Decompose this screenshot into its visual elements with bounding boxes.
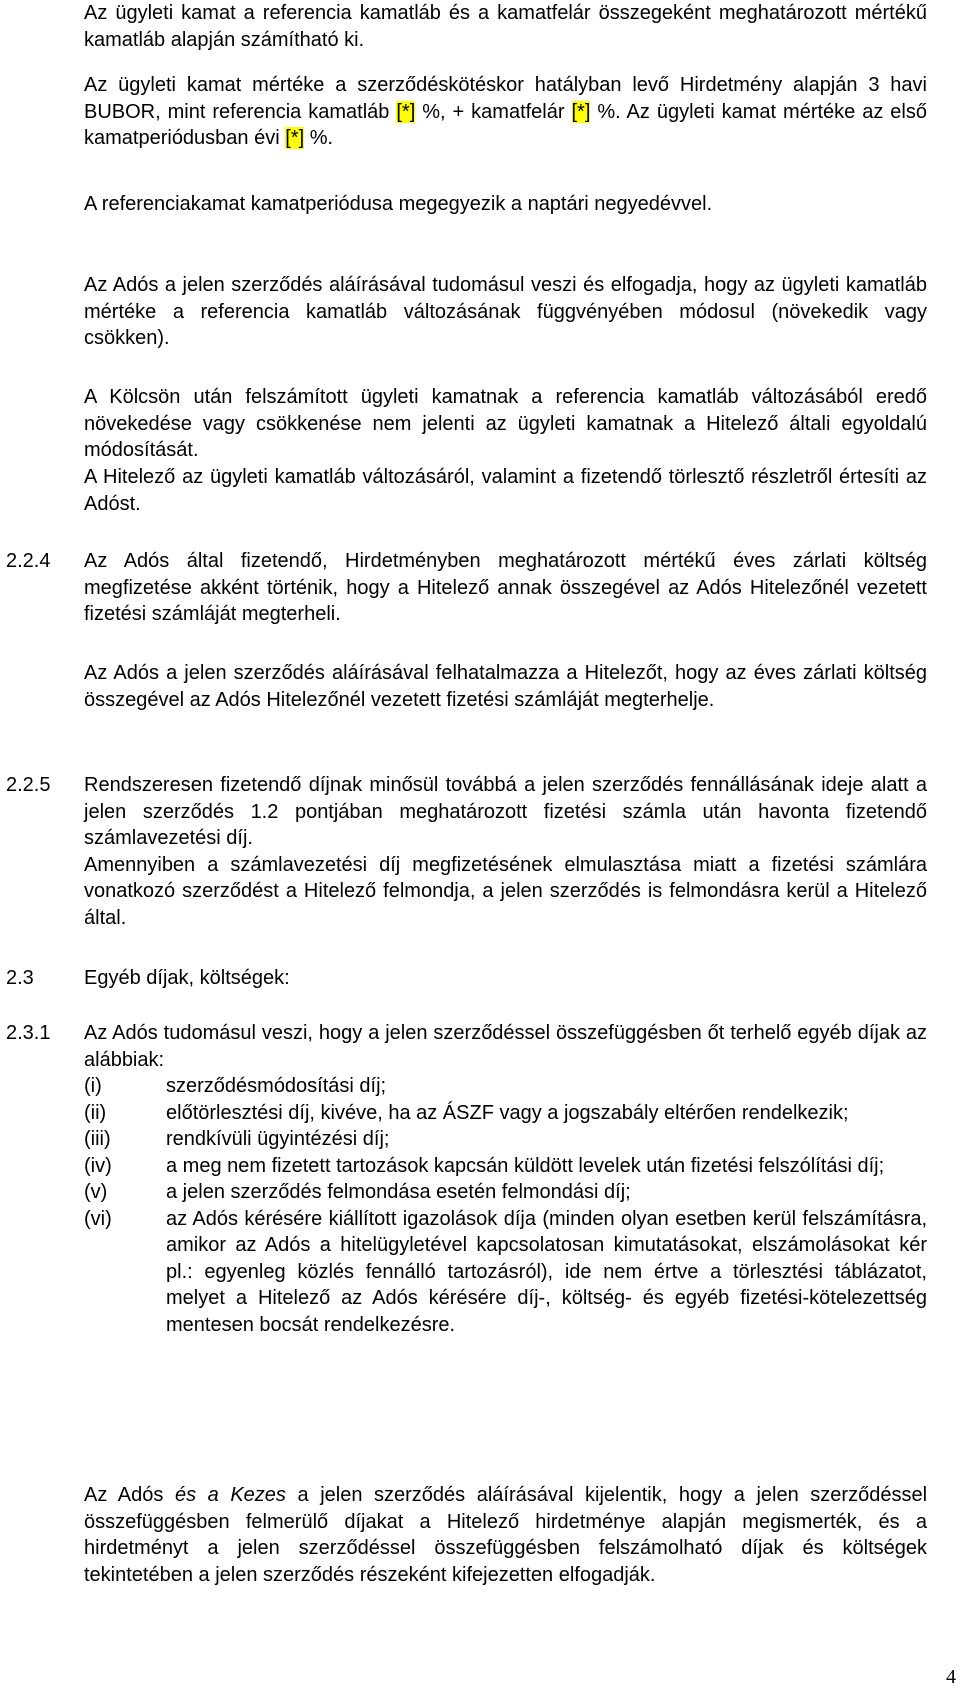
list-item xyxy=(84,1126,927,1153)
text-run: Az Adós xyxy=(84,1484,175,1506)
section-number: 2.2.5 xyxy=(6,774,51,796)
list-item xyxy=(84,1153,927,1180)
section-text: Az Adós által fizetendő, Hirdetményben meghatározott mértékű éves zárlati költség megfizetése akként történik, hogy a Hitelező annak összegével az Adós Hitelezőnél vezetett fizetési számláját megterheli. xyxy=(84,550,927,625)
section-number: 2.3 xyxy=(6,967,34,989)
list-item xyxy=(84,1206,927,1339)
paragraph-interest-rate xyxy=(84,72,927,152)
page-number: 4 xyxy=(946,1666,956,1688)
list-item-text: a meg nem fizetett tartozások kapcsán küldött levelek után fizetési felszólítási díj; xyxy=(166,1154,885,1177)
placeholder-highlight: [*] xyxy=(285,127,305,149)
list-marker: (ii) xyxy=(84,1101,107,1124)
list-marker: (iii) xyxy=(84,1128,111,1150)
placeholder-highlight: [*] xyxy=(396,100,416,123)
section-number: 2.3.1 xyxy=(6,1022,51,1044)
text-run: a jelen szerződés aláírásával kijelentik, hogy a jelen szerződéssel összefüggésben felmerülő díjakat a Hitelező hirdetménye alapján megismerték, és a hirdetményt a jelen szerződéssel összefüggésben felszámolható díjak és költségek tekintetében a jelen szerződés részeként kifejezetten elfogadják. xyxy=(84,1484,928,1586)
placeholder-highlight: [*] xyxy=(571,100,591,123)
paragraph-notification: A Hitelező az ügyleti kamatláb változásáról, valamint a fizetendő törlesztő részletről értesíti az Adóst. xyxy=(84,466,927,515)
text-run: %. xyxy=(304,127,334,149)
section-text: Rendszeresen fizetendő díjnak minősül továbbá a jelen szerződés fennállásának ideje alatt a jelen szerződés 1.2 pontjában meghatározott fizetési számla után havonta fizetendő számlavezetési díj. xyxy=(84,774,927,849)
text-run: %, + kamatfelár xyxy=(415,100,572,123)
list-marker: (i) xyxy=(84,1075,102,1097)
list-item-text: rendkívüli ügyintézési díj; xyxy=(166,1128,390,1150)
text-run: %. Az ügyleti kamat mértéke az első kamatperiódusban évi xyxy=(84,100,927,149)
paragraph-fees-acceptance xyxy=(84,1482,927,1588)
section-number: 2.2.4 xyxy=(6,550,51,572)
section-title: Egyéb díjak, költségek: xyxy=(84,967,290,989)
paragraph-authorization: Az Adós a jelen szerződés aláírásával felhatalmazza a Hitelezőt, hogy az éves zárlati költség összegével az Adós Hitelezőnél vezetett fizetési számláját megterhelje. xyxy=(84,662,927,711)
list-item-text: előtörlesztési díj, kivéve, ha az ÁSZF vagy a jogszabály eltérően rendelkezik; xyxy=(166,1101,849,1124)
section-2-3-1 xyxy=(6,1020,927,1338)
paragraph-rate-change: A Kölcsön után felszámított ügyleti kamatnak a referencia kamatláb változásából eredő növekedése vagy csökkenése nem jelenti az ügyleti kamatnak a Hitelező általi egyoldalú módosítását. xyxy=(84,386,927,461)
list-marker: (iv) xyxy=(84,1154,112,1177)
paragraph-debtor-acceptance: Az Adós a jelen szerződés aláírásával tudomásul veszi és elfogadja, hogy az ügyleti kamatláb mértéke a referencia kamatláb változásának függvényében módosul (növekedik vagy csökken). xyxy=(84,274,927,349)
list-marker: (vi) xyxy=(84,1207,112,1230)
list-item xyxy=(84,1100,927,1127)
list-marker: (v) xyxy=(84,1181,108,1203)
section-intro: Az Adós tudomásul veszi, hogy a jelen szerződéssel összefüggésben őt terhelő egyéb díjak az alábbiak: xyxy=(84,1022,927,1071)
emphasis-text: és a Kezes xyxy=(174,1484,286,1506)
list-item-text: szerződésmódosítási díj; xyxy=(166,1075,387,1097)
section-2-2-4 xyxy=(6,548,927,628)
list-item xyxy=(84,1073,927,1100)
paragraph-reference-period: A referenciakamat kamatperiódusa megegyezik a naptári negyedévvel. xyxy=(84,193,713,215)
text-run: Az ügyleti kamat mértéke a szerződéskötéskor hatályban levő Hirdetmény alapján 3 havi BUBOR, mint referencia kamatláb xyxy=(84,74,927,123)
paragraph-interest-basis: Az ügyleti kamat a referencia kamatláb és a kamatfelár összegeként meghatározott mértékű kamatláb alapján számítható ki. xyxy=(84,2,927,51)
section-body xyxy=(84,1020,927,1338)
list-item xyxy=(84,1179,927,1206)
section-2-2-5 xyxy=(6,772,927,931)
section-text: Amennyiben a számlavezetési díj megfizetésének elmulasztása miatt a fizetési számlára vonatkozó szerződést a Hitelező felmondja, a jelen szerződés is felmondásra kerül a Hitelező által. xyxy=(84,853,927,929)
section-2-3 xyxy=(6,965,927,992)
fee-list xyxy=(84,1073,927,1338)
list-item-text: a jelen szerződés felmondása esetén felmondási díj; xyxy=(166,1181,631,1203)
list-item-text: az Adós kérésére kiállított igazolások díja (minden olyan esetben kerül felszámításra, amikor az Adós a hitelügyletével kapcsolatosan kimutatásokat, elszámolásokat kér pl.: egyenleg közlés fennálló tartozásról), ide nem értve a törlesztési táblázatot, melyet a Hitelező az Adós kérésére díj-, költség- és egyéb fizetési-kötelezettség mentesen bocsát rendelkezésre. xyxy=(166,1207,927,1336)
